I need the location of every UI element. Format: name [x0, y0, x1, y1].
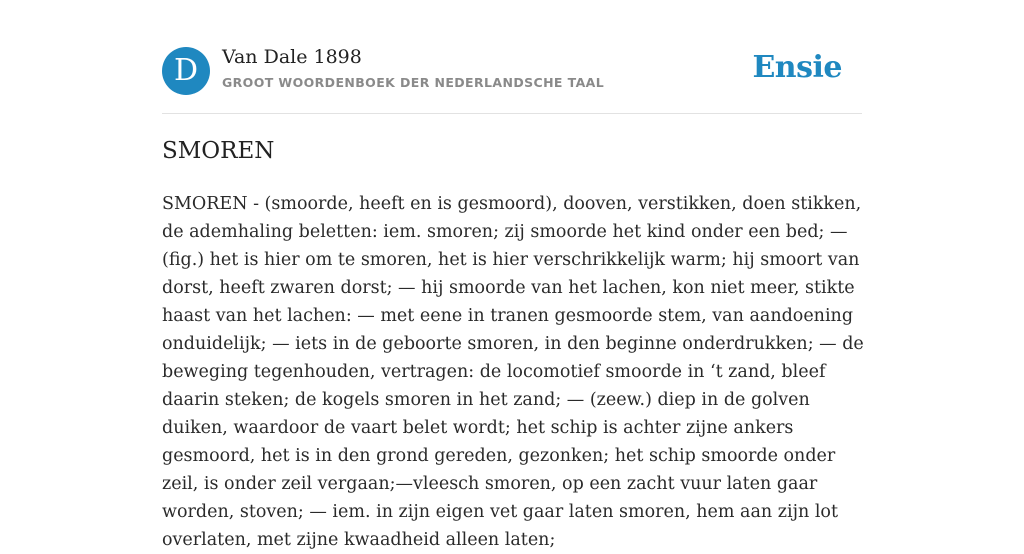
dictionary-logo[interactable]: D: [162, 47, 210, 95]
entry-definition: SMOREN - (smoorde, heeft en is gesmoord), dooven, verstikken, doen stikken, de ademhaling beletten: iem. smoren; zij smoorde het kind onder een bed; — (fig.) het is hier om te smoren, het is hier verschrikkelijk warm; hij smoort van dorst, heeft zwaren dorst; — hij smoorde van het lachen, kon niet meer, stikte haast van het lachen: — met eene in tranen gesmoorde stem, van aandoening onduidelijk; — iets in de geboorte smoren, in den beginne onderdrukken; — de beweging tegenhouden, vertragen: de locomotief smoorde in ‘t zand, bleef daarin steken; de kogels smoren in het zand; — (zeew.) diep in de golven duiken, waardoor de vaart belet wordt; het schip is achter zijne ankers gesmoord, het is in den grond gereden, gezonken; het schip smoorde onder zeil, is onder zeil vergaan;—vleesch smoren, op een zacht vuur laten gaar worden, stoven; — iem. in zijn eigen vet gaar laten smoren, hem aan zijn lot overlaten, met zijne kwaadheid alleen laten;: [162, 194, 864, 550]
header-divider: [162, 113, 862, 114]
entry-headword: SMOREN: [162, 138, 275, 164]
site-header: [162, 46, 862, 96]
dictionary-subtitle: GROOT WOORDENBOEK DER NEDERLANDSCHE TAAL: [222, 75, 605, 90]
dictionary-name[interactable]: Van Dale 1898: [222, 46, 362, 68]
brand-logo[interactable]: Ensie: [752, 50, 842, 85]
